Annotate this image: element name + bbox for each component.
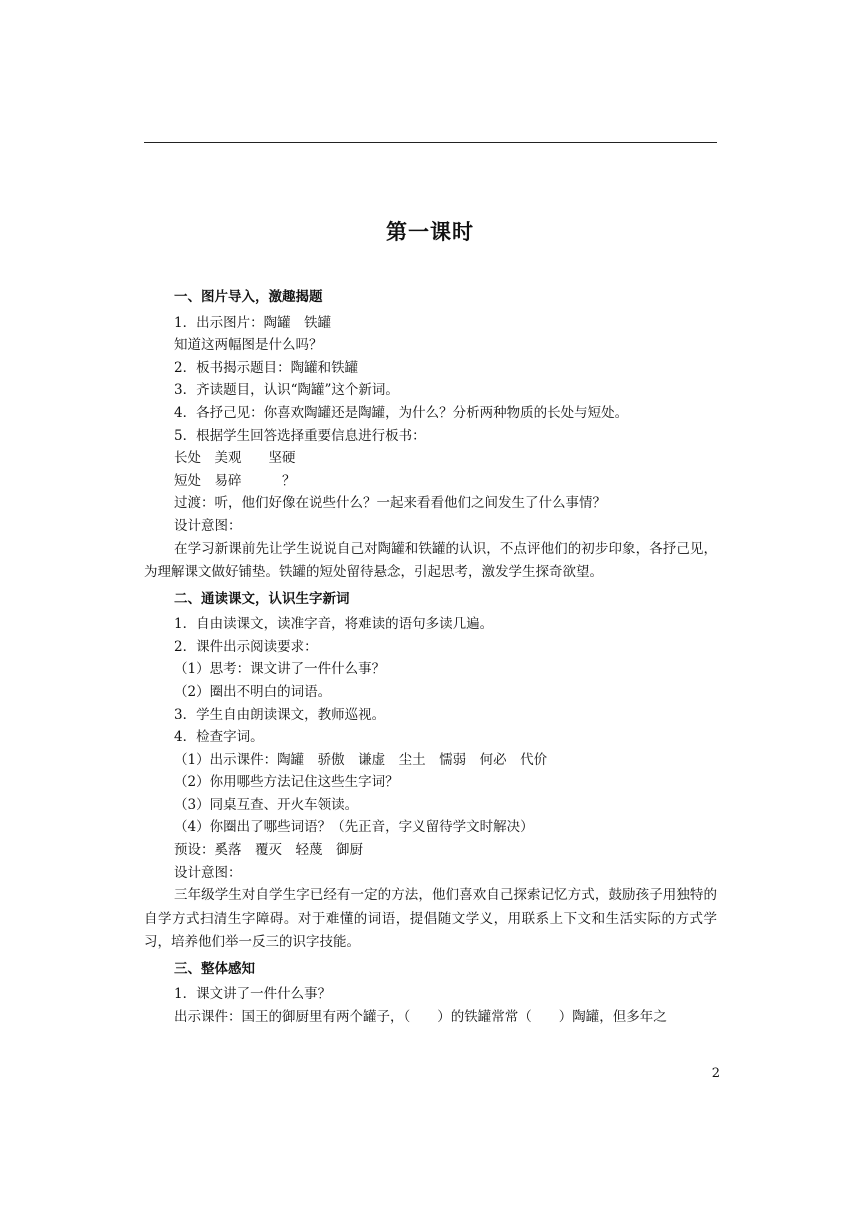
text-line: 5．根据学生回答选择重要信息进行板书： bbox=[174, 427, 426, 444]
section-2 bbox=[144, 588, 717, 955]
text-line: （2）圈出不明白的词语。 bbox=[174, 683, 332, 700]
text-line: 知道这两幅图是什么吗？ bbox=[174, 337, 323, 354]
text-line: 预设：奚落 覆灭 轻蔑 御厨 bbox=[174, 842, 363, 859]
text-line: 4．检查字词。 bbox=[174, 729, 264, 746]
text-line: 设计意图： bbox=[174, 517, 242, 534]
section-heading: 二、通读课文，认识生字新词 bbox=[174, 590, 350, 607]
text-line: （3）同桌互查、开火车领读。 bbox=[174, 796, 359, 813]
section-heading: 一、图片导入，激趣揭题 bbox=[174, 289, 323, 305]
text-line: 4．各抒己见：你喜欢陶罐还是陶罐，为什么？分析两种物质的长处与短处。 bbox=[174, 404, 629, 421]
page-title: 第一课时 bbox=[386, 220, 474, 244]
text-line: （2）你用哪些方法记住这些生字词？ bbox=[174, 774, 399, 791]
text-line: 过渡：听，他们好像在说些什么？一起来看看他们之间发生了什么事情？ bbox=[174, 495, 606, 512]
text-line: 出示课件：国王的御厨里有两个罐子，（ ）的铁罐常常（ ）陶罐，但多年之 bbox=[174, 1008, 667, 1025]
text-line: 设计意图： bbox=[174, 864, 242, 881]
text-line: （1）出示课件：陶罐 骄傲 谦虚 尘土 懦弱 何必 代价 bbox=[174, 751, 548, 768]
text-line: 长处 美观 坚硬 bbox=[174, 450, 296, 467]
section-1 bbox=[144, 286, 717, 585]
section-heading: 三、整体感知 bbox=[174, 960, 255, 977]
text-line: 1．出示图片：陶罐 铁罐 bbox=[174, 314, 332, 331]
text-line: 3．齐读题目，认识“陶罐”这个新词。 bbox=[174, 382, 399, 399]
text-line: 短处 易碎 ？ bbox=[174, 472, 296, 489]
section-3 bbox=[174, 958, 717, 1029]
text-line: 2．板书揭示题目：陶罐和铁罐 bbox=[174, 359, 359, 376]
text-line: （4）你圈出了哪些词语？（先正音，字义留待学文时解决） bbox=[174, 819, 534, 836]
design-intent-paragraph: 在学习新课前先让学生说说自己对陶罐和铁罐的认识，不点评他们的初步印象，各抒己见，为理解课文做好铺垫。铁罐的短处留待悬念，引起思考，激发学生探奇欲望。 bbox=[144, 540, 717, 581]
document-body bbox=[144, 283, 717, 1029]
text-line: 1．自由读课文，读准字音，将难读的语句多读几遍。 bbox=[174, 616, 494, 633]
text-line: 3．学生自由朗读课文，教师巡视。 bbox=[174, 706, 386, 723]
text-line: 2．课件出示阅读要求： bbox=[174, 638, 318, 655]
design-intent-paragraph: 三年级学生对自学生字已经有一定的方法，他们喜欢自己探索记忆方式，鼓励孩子用独特的自学方式扫清生字障碍。对于难懂的词语，提倡随文学义，用联系上下文和生活实际的方式学习，培养他们举一反三的识字技能。 bbox=[144, 887, 717, 951]
page-number: 2 bbox=[711, 1066, 720, 1081]
header-rule bbox=[144, 142, 717, 143]
text-line: （1）思考：课文讲了一件什么事？ bbox=[174, 661, 386, 678]
text-line: 1．课文讲了一件什么事？ bbox=[174, 986, 332, 1003]
